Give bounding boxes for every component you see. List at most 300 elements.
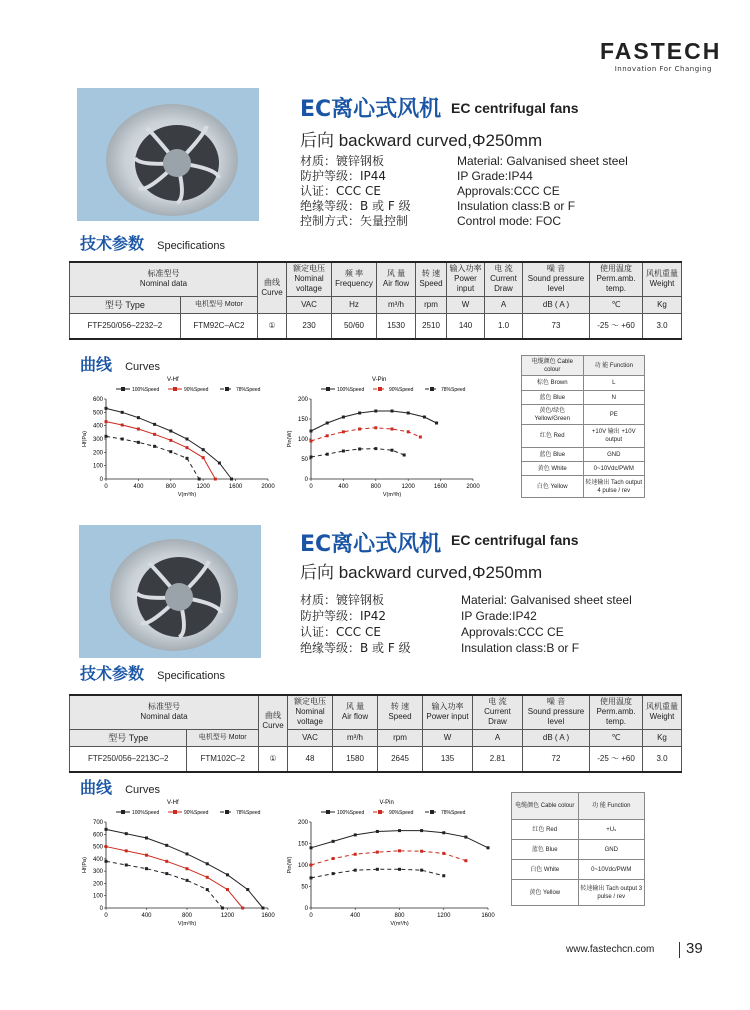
data-point bbox=[206, 876, 209, 879]
product-subtitle: 后向 backward curved,Φ250mm bbox=[300, 131, 543, 150]
product-title-en: EC centrifugal fans bbox=[451, 532, 579, 548]
unit-speed: rpm bbox=[416, 296, 447, 313]
x-tick-label: 1600 bbox=[433, 484, 448, 490]
cell-type: FTF250/056–2232–2 bbox=[70, 313, 181, 339]
fan-photo bbox=[77, 88, 259, 221]
unit-current: A bbox=[485, 296, 523, 313]
y-tick-label: 700 bbox=[92, 820, 103, 826]
data-point bbox=[241, 907, 244, 910]
unit-weight: Kg bbox=[643, 296, 682, 313]
th-motor: 电机型号 Motor bbox=[180, 296, 257, 313]
cable-table-1 bbox=[521, 355, 645, 498]
table-row: 蓝色 Blue N bbox=[522, 391, 645, 405]
unit-weight: Kg bbox=[643, 729, 682, 746]
th-frequency: 频 率 Frequency bbox=[332, 262, 377, 296]
th-voltage: 额定电压 Nominal voltage bbox=[287, 262, 332, 296]
data-point bbox=[125, 864, 128, 867]
data-point bbox=[442, 831, 445, 834]
brand-slogan: Innovation For Changing bbox=[614, 65, 712, 73]
data-point bbox=[202, 456, 205, 459]
series-line bbox=[106, 436, 199, 479]
data-point bbox=[186, 438, 189, 441]
cell-sound: 73 bbox=[523, 313, 590, 339]
chart-v-pin-1 bbox=[285, 373, 485, 501]
legend-label: 90%Speed bbox=[184, 810, 209, 816]
legend-marker bbox=[121, 810, 125, 814]
table-row: 蓝色 Blue GND bbox=[512, 840, 645, 860]
legend-marker bbox=[430, 810, 434, 814]
data-point bbox=[186, 879, 189, 882]
cable-table-2 bbox=[511, 792, 645, 906]
fan-photo bbox=[79, 525, 261, 658]
prop-approvals-cn: 认证：CCC CE bbox=[300, 184, 381, 198]
data-point bbox=[186, 867, 189, 870]
curves-heading-en: Curves bbox=[125, 361, 160, 373]
data-point bbox=[169, 439, 172, 442]
data-point bbox=[145, 836, 148, 839]
y-tick-label: 200 bbox=[297, 397, 308, 403]
x-tick-label: 400 bbox=[350, 913, 361, 919]
data-point bbox=[326, 434, 329, 437]
x-tick-label: 1200 bbox=[437, 913, 451, 919]
data-point bbox=[137, 428, 140, 431]
data-point bbox=[374, 447, 377, 450]
prop-ip-cn: 防护等级：IP44 bbox=[300, 169, 387, 183]
data-point bbox=[226, 888, 229, 891]
y-tick-label: 0 bbox=[99, 906, 103, 912]
cable-th-function: 功 能 Function bbox=[578, 793, 645, 820]
data-point bbox=[310, 864, 313, 867]
data-point bbox=[125, 849, 128, 852]
cell-airflow: 1580 bbox=[333, 746, 378, 772]
data-point bbox=[105, 420, 108, 423]
y-tick-label: 0 bbox=[304, 477, 308, 483]
product-title-cn: EC离心式风机 bbox=[300, 97, 442, 122]
x-tick-label: 400 bbox=[338, 484, 349, 490]
data-point bbox=[165, 860, 168, 863]
data-point bbox=[358, 448, 361, 451]
th-type: 型号 Type bbox=[70, 296, 181, 313]
data-point bbox=[246, 888, 249, 891]
y-tick-label: 300 bbox=[92, 437, 103, 443]
legend-label: 100%Speed bbox=[337, 387, 365, 393]
th-power: 输入功率 Power input bbox=[423, 695, 473, 729]
legend-marker bbox=[121, 387, 125, 391]
series-line bbox=[106, 422, 215, 479]
x-tick-label: 1200 bbox=[401, 484, 415, 490]
spec-heading bbox=[80, 661, 225, 684]
data-point bbox=[423, 416, 426, 419]
data-point bbox=[145, 854, 148, 857]
prop-approvals-cn: 认证：CCC CE bbox=[300, 625, 381, 639]
cell-curve: ① bbox=[258, 313, 287, 339]
th-voltage: 额定电压 Nominal voltage bbox=[288, 695, 333, 729]
data-point bbox=[125, 832, 128, 835]
cell-power: 135 bbox=[423, 746, 473, 772]
x-tick-label: 800 bbox=[394, 913, 405, 919]
y-tick-label: 400 bbox=[92, 423, 103, 430]
x-tick-label: 1600 bbox=[261, 913, 275, 919]
cell-current: 2.81 bbox=[473, 746, 523, 772]
cable-th-colour: 电缆颜色 Cable colour bbox=[522, 356, 584, 376]
y-axis-label: Pin(W) bbox=[287, 430, 293, 448]
unit-temp: ℃ bbox=[590, 296, 643, 313]
data-point bbox=[198, 478, 201, 481]
series-line bbox=[106, 829, 263, 908]
data-point bbox=[354, 833, 357, 836]
data-point bbox=[464, 836, 467, 839]
data-point bbox=[218, 462, 221, 465]
data-point bbox=[376, 851, 379, 854]
th-current: 电 流 Current Draw bbox=[485, 262, 523, 296]
th-sound: 噪 音 Sound pressure level bbox=[523, 695, 590, 729]
y-axis-label: Hf(Pa) bbox=[82, 857, 88, 873]
data-point bbox=[186, 852, 189, 855]
spec-heading-en: Specifications bbox=[157, 670, 225, 682]
legend-label: 78%Speed bbox=[441, 810, 466, 816]
series-line bbox=[106, 861, 222, 908]
th-motor: 电机型号 Motor bbox=[187, 729, 259, 746]
data-point bbox=[214, 478, 217, 481]
table-row: 蓝色 Blue GND bbox=[522, 448, 645, 462]
data-point bbox=[391, 428, 394, 431]
data-point bbox=[332, 840, 335, 843]
data-point bbox=[121, 424, 124, 427]
prop-material-en: Material: Galvanised sheet steel bbox=[461, 593, 632, 607]
cell-airflow: 1530 bbox=[377, 313, 416, 339]
chart-v-hf-2 bbox=[80, 796, 280, 930]
table-row: 黄色 Yellow 转速输出 Tach output 3 pulse / rev bbox=[512, 880, 645, 906]
data-point bbox=[121, 438, 124, 441]
th-nominal: 标准型号 Nominal data bbox=[70, 262, 258, 296]
spec-heading-cn: 技术参数 bbox=[80, 664, 145, 683]
legend-marker bbox=[430, 387, 434, 391]
x-tick-label: 0 bbox=[309, 913, 313, 919]
legend-marker bbox=[326, 810, 330, 814]
y-tick-label: 200 bbox=[92, 450, 103, 457]
data-point bbox=[105, 435, 108, 438]
data-point bbox=[165, 844, 168, 847]
cell-frequency: 50/60 bbox=[332, 313, 377, 339]
brand-name: FASTECH bbox=[600, 38, 722, 64]
data-point bbox=[169, 430, 172, 433]
legend-marker bbox=[173, 810, 177, 814]
product-title-en: EC centrifugal fans bbox=[451, 100, 579, 116]
table-row: 白色 Yellow 转速输出 Tach output 4 pulse / rev bbox=[522, 476, 645, 498]
table-row bbox=[70, 313, 682, 339]
data-point bbox=[398, 829, 401, 832]
legend-label: 90%Speed bbox=[389, 810, 414, 816]
th-weight: 风机重量 Weight bbox=[643, 262, 682, 296]
y-tick-label: 50 bbox=[301, 457, 308, 463]
legend-label: 100%Speed bbox=[337, 810, 365, 816]
page-number: 39 bbox=[686, 940, 703, 957]
legend-label: 100%Speed bbox=[132, 387, 160, 393]
data-point bbox=[121, 411, 124, 414]
x-tick-label: 1200 bbox=[196, 484, 210, 490]
y-tick-label: 600 bbox=[92, 832, 103, 839]
th-current: 电 流 Current Draw bbox=[473, 695, 523, 729]
chart-title: V-Hf bbox=[167, 800, 179, 806]
data-point bbox=[332, 872, 335, 875]
data-point bbox=[332, 857, 335, 860]
x-tick-label: 400 bbox=[141, 913, 152, 919]
data-point bbox=[342, 416, 345, 419]
data-point bbox=[153, 445, 156, 448]
data-point bbox=[487, 846, 490, 849]
data-point bbox=[137, 416, 140, 419]
data-point bbox=[326, 422, 329, 425]
data-point bbox=[145, 867, 148, 870]
data-point bbox=[403, 454, 406, 457]
th-sound: 噪 音 Sound pressure level bbox=[523, 262, 590, 296]
properties-cn bbox=[300, 592, 411, 656]
data-point bbox=[261, 907, 264, 910]
curves-heading-cn: 曲线 bbox=[80, 355, 113, 374]
data-point bbox=[442, 874, 445, 877]
x-tick-label: 800 bbox=[165, 484, 176, 490]
x-tick-label: 800 bbox=[370, 484, 381, 490]
footer-divider bbox=[679, 942, 680, 958]
data-point bbox=[358, 412, 361, 415]
properties-en bbox=[461, 592, 632, 656]
data-point bbox=[420, 850, 423, 853]
x-tick-label: 0 bbox=[104, 484, 108, 490]
data-point bbox=[137, 441, 140, 444]
cell-voltage: 230 bbox=[287, 313, 332, 339]
prop-insulation-en: Insulation class:B or F bbox=[461, 641, 580, 655]
legend-marker bbox=[326, 387, 330, 391]
th-temp: 使用温度 Perm.amb. temp. bbox=[590, 262, 643, 296]
data-point bbox=[310, 876, 313, 879]
spec-table bbox=[69, 694, 682, 773]
series-line bbox=[106, 847, 243, 908]
data-point bbox=[105, 828, 108, 831]
data-point bbox=[310, 846, 313, 849]
y-axis-label: Hf(Pa) bbox=[82, 431, 88, 447]
legend-label: 90%Speed bbox=[389, 387, 414, 393]
table-row: 黄色 White 0~10Vdc/PWM bbox=[522, 462, 645, 476]
chart-title: V-Pin bbox=[379, 800, 394, 806]
data-point bbox=[442, 852, 445, 855]
y-tick-label: 400 bbox=[92, 856, 103, 863]
prop-ip-en: IP Grade:IP44 bbox=[457, 169, 533, 183]
y-tick-label: 150 bbox=[297, 841, 308, 848]
unit-airflow: m³/h bbox=[333, 729, 378, 746]
data-point bbox=[342, 450, 345, 453]
data-point bbox=[105, 407, 108, 410]
chart-v-pin-2 bbox=[285, 796, 500, 930]
data-point bbox=[419, 436, 422, 439]
data-point bbox=[435, 422, 438, 425]
data-point bbox=[169, 450, 172, 453]
cell-type: FTF250/056–2213C–2 bbox=[70, 746, 187, 772]
data-point bbox=[391, 410, 394, 413]
cell-curve: ① bbox=[259, 746, 288, 772]
legend-label: 78%Speed bbox=[236, 387, 261, 393]
properties-en bbox=[457, 154, 628, 229]
cell-weight: 3.0 bbox=[643, 746, 682, 772]
x-tick-label: 1600 bbox=[228, 484, 243, 490]
data-point bbox=[165, 872, 168, 875]
x-tick-label: 0 bbox=[309, 484, 313, 490]
data-point bbox=[420, 869, 423, 872]
spec-table bbox=[69, 261, 682, 340]
data-point bbox=[354, 853, 357, 856]
unit-sound: dB ( A ) bbox=[523, 729, 590, 746]
chart-title: V-Pin bbox=[372, 377, 387, 383]
data-point bbox=[326, 453, 329, 456]
x-axis-label: V(m³/h) bbox=[382, 492, 402, 498]
legend-marker bbox=[378, 387, 382, 391]
cell-motor: FTM92C–AC2 bbox=[180, 313, 257, 339]
x-axis-label: V(m³/h) bbox=[177, 921, 197, 927]
data-point bbox=[464, 859, 467, 862]
spec-heading bbox=[80, 231, 225, 254]
cell-weight: 3.0 bbox=[643, 313, 682, 339]
unit-sound: dB ( A ) bbox=[523, 296, 590, 313]
data-point bbox=[221, 907, 224, 910]
unit-voltage: VAC bbox=[287, 296, 332, 313]
th-nominal: 标准型号 Nominal data bbox=[70, 695, 259, 729]
prop-ip-en: IP Grade:IP42 bbox=[461, 609, 537, 623]
prop-approvals-en: Approvals:CCC CE bbox=[457, 184, 560, 198]
th-curve: 曲线 Curve bbox=[259, 695, 288, 746]
cell-sound: 72 bbox=[523, 746, 590, 772]
data-point bbox=[105, 860, 108, 863]
th-speed: 转 速 Speed bbox=[416, 262, 447, 296]
legend-marker bbox=[225, 810, 229, 814]
series-line bbox=[311, 831, 488, 848]
data-point bbox=[105, 845, 108, 848]
y-tick-label: 150 bbox=[297, 417, 308, 423]
data-point bbox=[202, 448, 205, 451]
x-tick-label: 400 bbox=[133, 484, 144, 490]
prop-material-en: Material: Galvanised sheet steel bbox=[457, 154, 628, 168]
prop-control-cn: 控制方式：矢量控制 bbox=[300, 214, 409, 228]
data-point bbox=[186, 457, 189, 460]
data-point bbox=[374, 410, 377, 413]
x-tick-label: 1600 bbox=[481, 913, 495, 919]
cell-speed: 2510 bbox=[416, 313, 447, 339]
data-point bbox=[186, 446, 189, 449]
th-weight: 风机重量 Weight bbox=[643, 695, 682, 729]
cable-th-function: 功 能 Function bbox=[583, 356, 645, 376]
chart-v-hf-1 bbox=[80, 373, 280, 501]
x-axis-label: V(m³/h) bbox=[390, 921, 409, 927]
prop-insulation-cn: 绝缘等级：B 或 F 级 bbox=[300, 641, 411, 655]
data-point bbox=[376, 830, 379, 833]
series-line bbox=[106, 408, 232, 479]
y-axis-label: Pin(W) bbox=[287, 856, 293, 874]
spec-heading-en: Specifications bbox=[157, 240, 225, 252]
y-tick-label: 100 bbox=[92, 463, 103, 470]
th-temp: 使用温度 Perm.amb. temp. bbox=[590, 695, 643, 729]
y-tick-label: 0 bbox=[304, 906, 308, 912]
table-row: 白色 White 0~10Vdc/PWM bbox=[512, 860, 645, 880]
curves-heading-cn: 曲线 bbox=[80, 778, 113, 797]
prop-material-cn: 材质：镀锌钢板 bbox=[300, 593, 385, 607]
data-point bbox=[407, 412, 410, 415]
data-point bbox=[153, 433, 156, 436]
prop-control-en: Control mode: FOC bbox=[457, 214, 562, 228]
data-point bbox=[391, 449, 394, 452]
data-point bbox=[407, 430, 410, 433]
data-point bbox=[398, 868, 401, 871]
data-point bbox=[420, 829, 423, 832]
th-type: 型号 Type bbox=[70, 729, 187, 746]
y-tick-label: 500 bbox=[92, 410, 103, 417]
data-point bbox=[398, 849, 401, 852]
y-tick-label: 0 bbox=[99, 477, 103, 483]
data-point bbox=[206, 862, 209, 865]
data-point bbox=[230, 478, 233, 481]
data-point bbox=[153, 423, 156, 426]
x-tick-label: 2000 bbox=[466, 484, 480, 490]
cell-voltage: 48 bbox=[288, 746, 333, 772]
properties-cn bbox=[300, 154, 411, 229]
curves-heading bbox=[80, 775, 160, 798]
prop-insulation-cn: 绝缘等级：B 或 F 级 bbox=[300, 199, 411, 213]
th-speed: 转 速 Speed bbox=[378, 695, 423, 729]
cell-temp: -25 ～ +60 bbox=[590, 313, 643, 339]
unit-power: W bbox=[447, 296, 485, 313]
prop-approvals-en: Approvals:CCC CE bbox=[461, 625, 564, 639]
footer-url[interactable]: www.fastechcn.com bbox=[566, 944, 655, 955]
unit-speed: rpm bbox=[378, 729, 423, 746]
th-power: 输入功率 Power input bbox=[447, 262, 485, 296]
y-tick-label: 300 bbox=[92, 869, 103, 876]
spec-heading-cn: 技术参数 bbox=[80, 234, 145, 253]
brand-logo bbox=[600, 38, 722, 73]
unit-current: A bbox=[473, 729, 523, 746]
legend-label: 78%Speed bbox=[236, 810, 261, 816]
th-curve: 曲线 Curve bbox=[258, 262, 287, 313]
x-tick-label: 1200 bbox=[220, 913, 235, 919]
cell-current: 1.0 bbox=[485, 313, 523, 339]
y-tick-label: 100 bbox=[297, 437, 308, 443]
unit-airflow: m³/h bbox=[377, 296, 416, 313]
x-tick-label: 800 bbox=[181, 913, 193, 919]
y-tick-label: 500 bbox=[92, 844, 103, 851]
y-tick-label: 50 bbox=[301, 884, 308, 891]
data-point bbox=[206, 888, 209, 891]
x-tick-label: 0 bbox=[104, 913, 108, 919]
x-axis-label: V(m³/h) bbox=[177, 492, 197, 498]
data-point bbox=[310, 430, 313, 433]
th-airflow: 风 量 Air flow bbox=[377, 262, 416, 296]
cell-power: 140 bbox=[447, 313, 485, 339]
cell-speed: 2645 bbox=[378, 746, 423, 772]
cable-th-colour: 电缆颜色 Cable colour bbox=[512, 793, 579, 820]
legend-marker bbox=[378, 810, 382, 814]
cell-motor: FTM102C–2 bbox=[187, 746, 259, 772]
y-tick-label: 600 bbox=[92, 397, 103, 403]
data-point bbox=[310, 456, 313, 459]
data-point bbox=[226, 873, 229, 876]
table-row: 红色 Red +Uₛ bbox=[512, 820, 645, 840]
y-tick-label: 200 bbox=[92, 881, 103, 888]
table-row: 红色 Red +10V 输出 +10V output bbox=[522, 425, 645, 448]
prop-material-cn: 材质：镀锌钢板 bbox=[300, 154, 385, 168]
y-tick-label: 200 bbox=[297, 820, 308, 826]
table-row: 黄色/绿色 Yellow/Green PE bbox=[522, 405, 645, 425]
data-point bbox=[376, 868, 379, 871]
prop-ip-cn: 防护等级：IP42 bbox=[300, 609, 387, 623]
x-tick-label: 2000 bbox=[261, 484, 275, 490]
unit-power: W bbox=[423, 729, 473, 746]
curves-heading-en: Curves bbox=[125, 784, 160, 796]
